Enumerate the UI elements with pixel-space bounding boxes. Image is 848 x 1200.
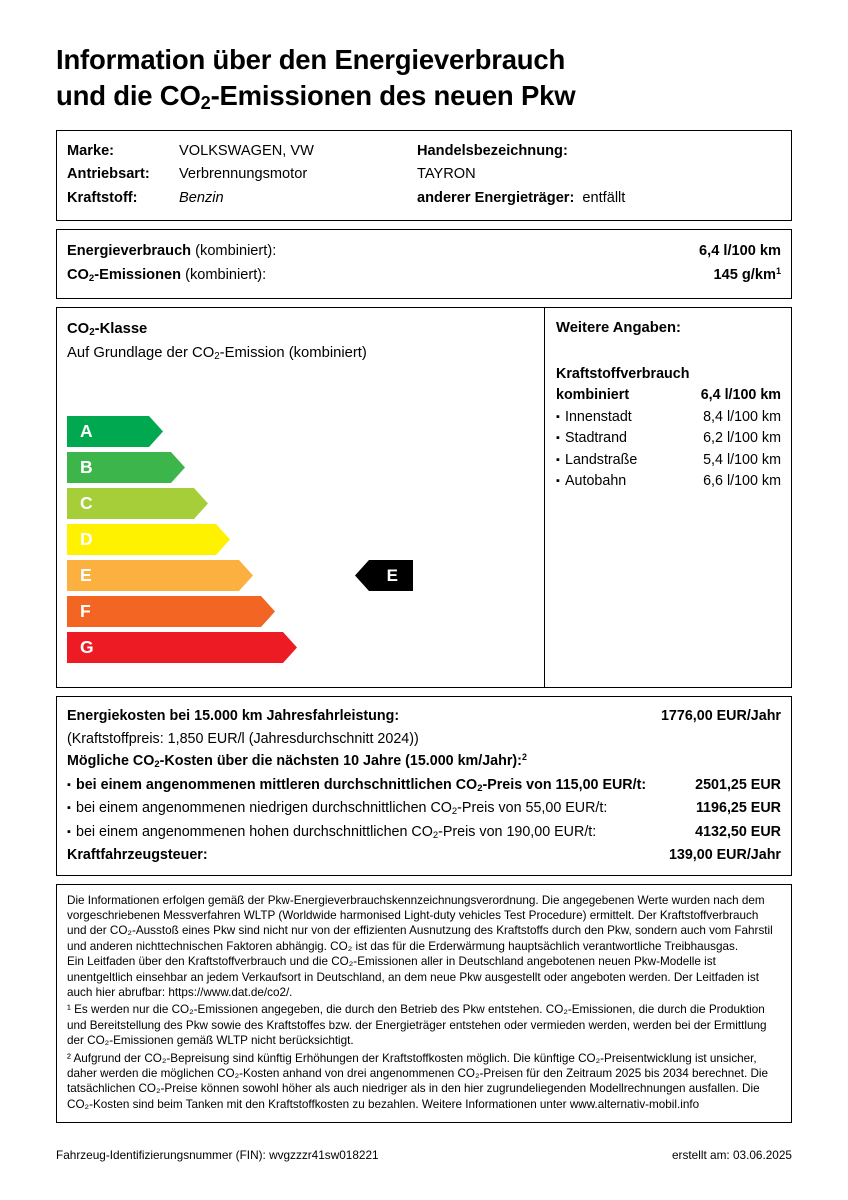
marke-value: VOLKSWAGEN, VW	[179, 142, 314, 159]
antriebsart-label: Antriebsart:	[67, 166, 150, 182]
consumption-row-label: ▪ Stadtrand	[556, 428, 627, 450]
legal-paragraph-1: Die Informationen erfolgen gemäß der Pkw-Energieverbrauchskennzeichnungsverordnung. Die angegebenen Werte wurden nach dem vorgeschriebenen Messverfahren WLTP (Worldwide harmonised Light-duty vehicles Test Procedure) ermittelt. Der Kraftstoffverbrauch und der CO₂-Ausstoß eines Pkw sind nicht nur von der effizienten Ausnutzung des Kraftstoffs durch den Pkw, sondern auch vom Fahrstil und anderen nichttechnischen Faktoren abhängig. CO₂ ist das für die Erderwärmung hauptsächlich verantwortliche Treibhausgas.	[67, 893, 773, 953]
energiekosten-label: Energiekosten bei 15.000 km Jahresfahrleistung:	[67, 708, 400, 724]
page-title	[56, 42, 792, 114]
energieverbrauch-value: 6,4 l/100 km	[699, 243, 781, 259]
consumption-row-value: 8,4 l/100 km	[703, 408, 781, 425]
vehicle-marke-group	[67, 140, 417, 164]
anderer-energietraeger-group	[417, 187, 625, 211]
bullet-icon: ▪	[556, 432, 560, 444]
consumption-row-value: 6,4 l/100 km	[700, 387, 781, 403]
kraftfahrzeugsteuer-label: Kraftfahrzeugsteuer:	[67, 847, 208, 863]
co2-class-letter-e: E	[80, 564, 92, 585]
co2-price-scenario-label: ▪ bei einem angenommenen mittleren durchschnittlichen $CO_2$-Preis von 115,00 EUR/t:	[67, 774, 646, 798]
consumption-row	[556, 428, 781, 450]
page-title-line-2: und die $CO_2$-Emissionen des neuen Pkw	[56, 79, 576, 113]
kraftstoffpreis-note: (Kraftstoffpreis: 1,850 EUR/l (Jahresdurchschnitt 2024))	[67, 730, 419, 747]
weitere-angaben-panel	[544, 308, 791, 687]
energiekosten-value: 1776,00 EUR/Jahr	[660, 708, 781, 724]
legal-notes-box	[56, 884, 792, 1124]
co2-klasse-subtitle: Auf Grundlage der $CO_2$-Emission (kombiniert)	[67, 345, 367, 363]
co2-class-arrow-g	[67, 632, 297, 663]
selected-co2-class-letter: E	[386, 566, 398, 585]
handelsbezeichnung-value-group	[417, 163, 476, 187]
subscript-two: 2	[432, 828, 439, 840]
kraftfahrzeugsteuer-value: 139,00 EUR/Jahr	[668, 847, 781, 863]
co2-class-letter-c: C	[80, 492, 93, 513]
co2-price-scenario-value: 1196,25 EUR	[695, 800, 781, 816]
selected-co2-class-marker	[355, 560, 413, 591]
co2-class-arrow-a	[67, 416, 163, 447]
consumption-row	[556, 407, 781, 429]
co2-emissionen-value: 145 $g/km^1$	[713, 266, 781, 283]
arrow-shape	[67, 596, 275, 627]
consumption-row-value: 5,4 l/100 km	[703, 451, 781, 468]
antriebsart-value: Verbrennungsmotor	[179, 166, 308, 182]
co2-emissionen-label: $CO_2$-Emissionen (kombiniert):	[67, 267, 267, 285]
bullet-icon: ▪	[67, 778, 71, 791]
subscript-two: 2	[89, 327, 95, 339]
bullet-icon: ▪	[67, 802, 71, 814]
vehicle-row-kraftstoff	[67, 187, 781, 211]
co2-class-arrow-c	[67, 488, 208, 519]
co2-class-row-c	[67, 488, 527, 519]
consumption-summary-box	[56, 229, 792, 299]
co2-class-letter-g: G	[80, 636, 94, 657]
consumption-row	[556, 450, 781, 472]
kraftstoff-value: Benzin	[179, 189, 224, 206]
co2-class-letter-f: F	[80, 600, 91, 621]
footnote-marker-2: 2	[521, 752, 527, 763]
row-kraftfahrzeugsteuer	[67, 844, 781, 867]
vehicle-antriebsart-group	[67, 163, 417, 187]
co2-class-arrow-e	[67, 560, 253, 591]
co2-class-row-a	[67, 416, 527, 447]
handelsbezeichnung-label: Handelsbezeichnung:	[417, 142, 568, 159]
co2-class-letter-d: D	[80, 528, 93, 549]
subscript-two: 2	[154, 758, 160, 770]
co2-price-scenario-label: ▪ bei einem angenommenen niedrigen durchschnittlichen $CO_2$-Preis von 55,00 EUR/t:	[67, 797, 607, 821]
bullet-icon: ▪	[556, 475, 560, 487]
consumption-row-label: ▪ Landstraße	[556, 450, 637, 472]
consumption-row-value: 6,2 l/100 km	[703, 430, 781, 446]
bullet-icon: ▪	[556, 453, 560, 466]
vehicle-info-box	[56, 130, 792, 222]
co2-price-scenario-row	[67, 797, 781, 821]
co2-class-scale-panel	[57, 308, 544, 687]
subscript-two: 2	[200, 92, 211, 113]
kraftstoffverbrauch-list	[556, 385, 781, 493]
handelsbezeichnung-group	[417, 140, 568, 164]
consumption-row-value: 6,6 l/100 km	[703, 473, 781, 489]
kraftstoffverbrauch-heading: Kraftstoffverbrauch	[556, 366, 690, 382]
costs-box	[56, 696, 792, 876]
row-energieverbrauch	[67, 239, 781, 263]
consumption-row-label: ▪ Innenstadt	[556, 407, 632, 429]
vehicle-kraftstoff-group	[67, 187, 417, 211]
arrow-shape	[67, 560, 253, 591]
co2-price-scenarios	[67, 774, 781, 845]
consumption-row-label: ▪ Autobahn	[556, 471, 626, 493]
consumption-row	[556, 385, 781, 407]
anderer-energietraeger-label: anderer Energieträger:	[417, 189, 575, 206]
subscript-two: 2	[477, 781, 483, 793]
co2-price-scenario-value: 4132,50 EUR	[695, 823, 781, 840]
bullet-icon: ▪	[556, 410, 560, 423]
co2-price-scenario-value: 2501,25 EUR	[695, 776, 781, 793]
co2-class-row-g	[67, 632, 527, 663]
footnote-2: ² Aufgrund der CO₂-Bepreisung sind künftig Erhöhungen der Kraftstoffkosten möglich. Die künftige CO₂-Preisentwicklung ist unsicher, daher werden die möglichen CO₂-Kosten anhand von drei angenommenen CO₂-Preisen für den Zeitraum 2025 bis 2034 berechnet. Die tatsächlichen CO₂-Preise können sowohl höher als auch niedriger als in den hier zugrundeliegenden Modellrechnungen ausfallen. Die CO₂-Kosten sind beim Tanken mit den Kraftstoffkosten zu bezahlen. Weitere Informationen unter www.alternativ-mobil.info	[67, 1051, 768, 1111]
kraftstoff-label: Kraftstoff:	[67, 189, 138, 206]
marke-label: Marke:	[67, 142, 115, 159]
co2-class-scale	[67, 416, 527, 666]
energieverbrauch-label: Energieverbrauch (kombiniert):	[67, 243, 277, 259]
co2-class-box	[56, 307, 792, 688]
vehicle-row-marke	[67, 140, 781, 164]
co2-class-row-f	[67, 596, 527, 627]
vehicle-row-antriebsart	[67, 163, 781, 187]
vin-text: Fahrzeug-Identifizierungsnummer (FIN): wvgzzzr41sw018221	[56, 1148, 379, 1163]
footnote-1: ¹ Es werden nur die CO₂-Emissionen angegeben, die durch den Betrieb des Pkw entstehen. CO₂-Emissionen, die durch die Produktion und Bereitstellung des Pkw sowie des Kraftstoffes bzw. der Energieträger entstehen oder vermieden werden, werden bei der Ermittlung der CO₂-Emissionen gemäß WLTP nicht berücksichtigt.	[67, 1003, 767, 1048]
co2-price-scenario-row	[67, 774, 781, 798]
energy-label-page	[56, 0, 792, 1200]
subscript-two: 2	[88, 273, 95, 285]
subscript-two: 2	[451, 805, 458, 817]
subscript-two: 2	[214, 351, 220, 363]
arrow-shape	[67, 632, 297, 663]
weitere-angaben-title: Weitere Angaben:	[556, 320, 681, 336]
co2-price-scenario-label: ▪ bei einem angenommenen hohen durchschnittlichen $CO_2$-Preis von 190,00 EUR/t:	[67, 821, 596, 845]
row-co2-emissionen	[67, 263, 781, 289]
row-energiekosten	[67, 705, 781, 728]
co2-class-row-e	[67, 560, 527, 591]
co2-klasse-title: $CO_2$-Klasse	[67, 321, 148, 339]
handelsbezeichnung-value: TAYRON	[417, 166, 476, 182]
co2-class-row-b	[67, 452, 527, 483]
co2-class-letter-a: A	[80, 420, 93, 441]
co2-class-letter-b: B	[80, 456, 93, 477]
co2-class-arrow-d	[67, 524, 230, 555]
bullet-icon: ▪	[67, 825, 71, 838]
footer	[56, 1147, 792, 1163]
created-date: erstellt am: 03.06.2025	[671, 1148, 792, 1163]
consumption-row	[556, 471, 781, 493]
legal-paragraph-2: Ein Leitfaden über den Kraftstoffverbrauch und die CO₂-Emissionen aller in Deutschland angebotenen neuen Pkw-Modelle ist unentgeltlich einsehbar an jedem Verkaufsort in Deutschland, an dem neue Pkw ausgestellt oder angeboten werden. Der Leitfaden ist auch hier abrufbar: https://www.dat.de/co2/.	[67, 955, 759, 999]
anderer-energietraeger-value: entfällt	[582, 189, 626, 206]
page-title-line-1: Information über den Energieverbrauch	[56, 44, 566, 75]
co2-class-row-d	[67, 524, 527, 555]
consumption-row-label: kombiniert	[556, 387, 630, 403]
co2-class-arrow-f	[67, 596, 275, 627]
co2-class-arrow-b	[67, 452, 185, 483]
moegliche-co2-kosten-label: Mögliche $CO_2$-Kosten über die nächsten 10 Jahre (15.000 km/Jahr):$^2$	[67, 752, 527, 770]
footnote-marker-1: 1	[775, 266, 781, 277]
co2-price-scenario-row	[67, 821, 781, 845]
